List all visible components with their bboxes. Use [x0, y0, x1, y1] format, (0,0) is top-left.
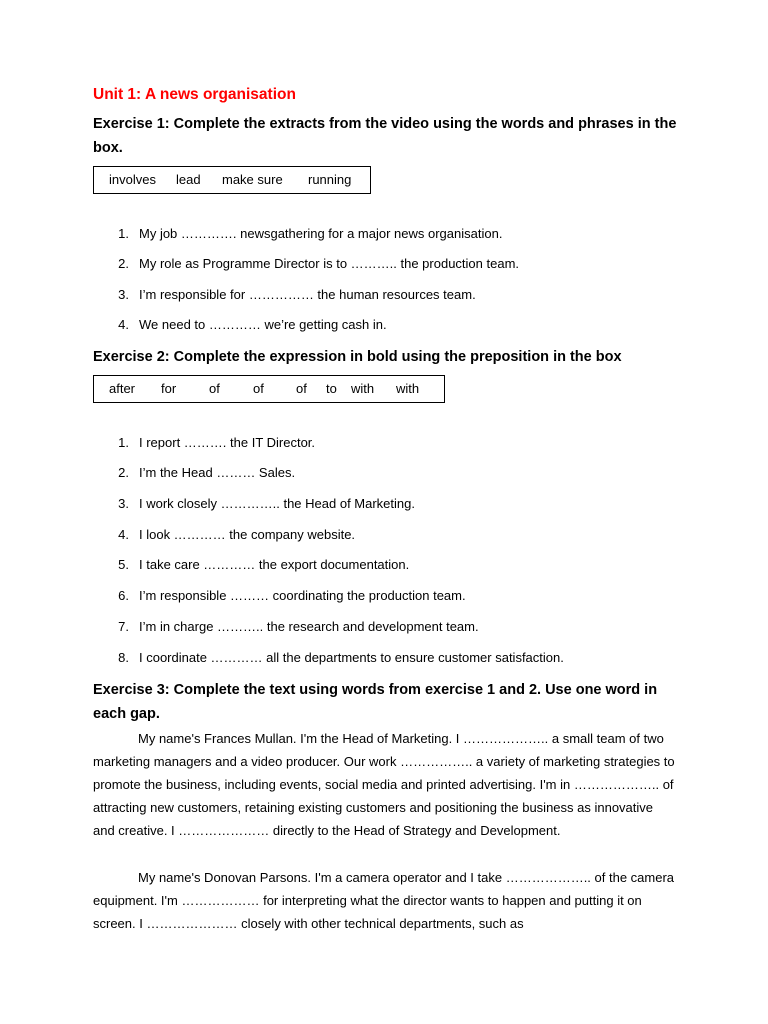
item-number: 3.	[118, 496, 129, 511]
exercise3-heading: Exercise 3: Complete the text using words from exercise 1 and 2. Use one word in each gap.	[93, 682, 658, 722]
item-text: We need to ………… we’re getting cash in.	[139, 317, 387, 332]
item-text: I coordinate ………… all the departments to ensure customer satisfaction.	[139, 650, 564, 665]
item-number: 4.	[118, 527, 129, 542]
item-text: My role as Programme Director is to ……….. the production team.	[139, 256, 520, 271]
item-text: I’m in charge ……….. the research and development team.	[139, 619, 479, 634]
item-number: 1.	[118, 226, 129, 241]
unit-title: Unit 1: A news organisation	[93, 86, 296, 103]
item-text: I’m responsible for …………… the human resources team.	[139, 287, 476, 302]
item-number: 2.	[118, 256, 129, 271]
item-number: 5.	[118, 557, 129, 572]
word-box-item: of	[209, 381, 220, 396]
item-text: I look ………… the company website.	[139, 527, 356, 542]
word-box-item: with	[351, 381, 375, 396]
word-box-item: for	[161, 381, 177, 396]
item-text: I report ………. the IT Director.	[139, 435, 316, 450]
exercise2-word-box	[93, 375, 445, 403]
item-text: I’m responsible ……… coordinating the production team.	[139, 588, 466, 603]
exercise3-paragraph-2: My name's Donovan Parsons. I'm a camera operator and I take ……………….. of the camera equipment. I'm ……………… for interpreting what the director wants to happen and putting it on screen. I ………………… closely with other technical departments, such as	[93, 870, 675, 931]
exercise1-word-box	[93, 166, 371, 194]
word-box-item: of	[253, 381, 264, 396]
word-box-item: of	[296, 381, 307, 396]
item-number: 4.	[118, 317, 129, 332]
word-box-item: involves	[109, 172, 156, 187]
item-number: 1.	[118, 435, 129, 450]
item-number: 7.	[118, 619, 129, 634]
item-number: 3.	[118, 287, 129, 302]
item-text: My job …………. newsgathering for a major news organisation.	[139, 226, 503, 241]
item-number: 2.	[118, 465, 129, 480]
word-box-item: with	[396, 381, 420, 396]
word-box-item: to	[326, 381, 337, 396]
item-number: 8.	[118, 650, 129, 665]
word-box-item: lead	[176, 172, 201, 187]
item-text: I’m the Head ……… Sales.	[139, 465, 296, 480]
exercise2-heading: Exercise 2: Complete the expression in bold using the preposition in the box	[93, 349, 622, 365]
word-box-item: make sure	[222, 172, 283, 187]
word-box-item: after	[109, 381, 136, 396]
item-number: 6.	[118, 588, 129, 603]
word-box-item: running	[308, 172, 352, 187]
item-text: I take care ………… the export documentation.	[139, 557, 410, 572]
exercise1-heading: Exercise 1: Complete the extracts from the video using the words and phrases in the box.	[93, 116, 677, 156]
exercise3-paragraph-1: My name's Frances Mullan. I'm the Head of Marketing. I ……………….. a small team of two marketing managers and a video producer. Our work …………….. a variety of marketing strategies to promote the business, including events, social media and printed advertising. I'm in ……………….. of attracting new customers, retaining existing customers and positioning the business as innovative and creative. I ………………… directly to the Head of Strategy and Development.	[93, 731, 675, 838]
item-text: I work closely ………….. the Head of Marketing.	[139, 496, 415, 511]
